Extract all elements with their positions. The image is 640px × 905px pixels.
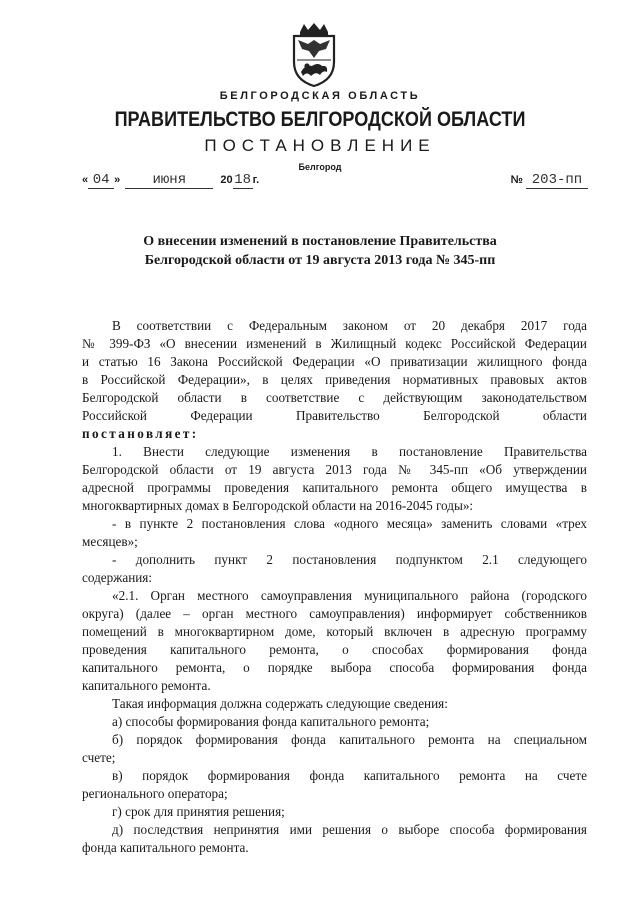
number-value: 203-пп [526,172,588,189]
body-line: проведения капитального ремонта, о способах формирования фонда [82,642,587,657]
date-quote-open: « [82,174,89,186]
title-line: Белгородской области от 19 августа 2013 года № 345-пп [144,253,496,268]
body-line: капитального ремонта, о порядке выбора способа формирования фонда [82,660,587,675]
belgorod-coat-of-arms-icon [286,22,342,88]
body-line: - дополнить пункт 2 постановления подпунктом 2.1 следующего [112,552,587,567]
body-line: «2.1. Орган местного самоуправления муниципального района (городского [112,588,587,603]
body-line: Российской Федерации Правительство Белгородской области [82,408,587,423]
body-line: содержания: [82,570,153,585]
list-item: б) порядок формирования фонда капитального ремонта на специальном [112,732,587,747]
resolves-word: постановляет: [82,426,199,441]
date-quote-close: » [114,174,121,186]
body-line: помещений в многоквартирном доме, который включен в адресную программу [82,624,587,639]
document-body [82,317,587,857]
date-year-label: г. [252,174,260,186]
body-line: - в пункте 2 постановления слова «одного месяца» заменить словами «трех [112,516,587,531]
document-type: ПОСТАНОВЛЕНИЕ [204,136,436,155]
list-item: регионального оператора; [82,786,228,801]
document-title [100,232,540,270]
document-number [511,172,588,189]
list-item: а) способы формирования фонда капитального ремонта; [112,714,430,729]
list-item: фонда капитального ремонта. [82,840,249,855]
list-item: в) порядок формирования фонда капитального ремонта на счете [112,768,587,783]
body-line: в Российской Федерации», в целях приведения нормативных правовых актов [82,372,587,387]
body-line: капитального ремонта. [82,678,211,693]
body-line: округа) (далее – орган местного самоуправления) информирует собственников [82,606,587,621]
body-line: № 399-ФЗ «О внесении изменений в Жилищный кодекс Российской Федерации [82,336,587,351]
body-line: В соответствии с Федеральным законом от 20 декабря 2017 года [112,318,587,333]
document-date [82,172,259,189]
date-day: 04 [88,172,114,189]
body-line: адресной программы проведения капитального ремонта общего имущества в [82,480,587,495]
date-month: июня [125,172,213,189]
government-name: ПРАВИТЕЛЬСТВО БЕЛГОРОДСКОЙ ОБЛАСТИ [114,108,526,131]
body-line: Белгородской области от 19 августа 2013 года № 345-пп «Об утверждении [82,462,587,477]
list-item: г) срок для принятия решения; [112,804,285,819]
city-name: Белгород [298,162,342,172]
date-year-prefix: 20 [220,174,233,186]
body-line: 1. Внести следующие изменения в постановление Правительства [112,444,587,459]
number-prefix: № [510,174,523,186]
list-item: счете; [82,750,116,765]
region-name: БЕЛГОРОДСКАЯ ОБЛАСТЬ [219,90,421,102]
date-year-suffix: 18 [234,172,252,188]
title-line: О внесении изменений в постановление Правительства [143,234,497,249]
body-line: месяцев»; [82,534,138,549]
body-line: и статью 16 Закона Российской Федерации «О приватизации жилищного фонда [82,354,587,369]
list-item: д) последствия непринятия ими решения о выборе способа формирования [112,822,587,837]
body-line: Такая информация должна содержать следующие сведения: [112,696,448,711]
body-line: Белгородской области в соответствие с действующим законодательством [82,390,587,405]
body-line: многоквартирных домах в Белгородской области на 2016-2045 годы»: [82,498,474,513]
